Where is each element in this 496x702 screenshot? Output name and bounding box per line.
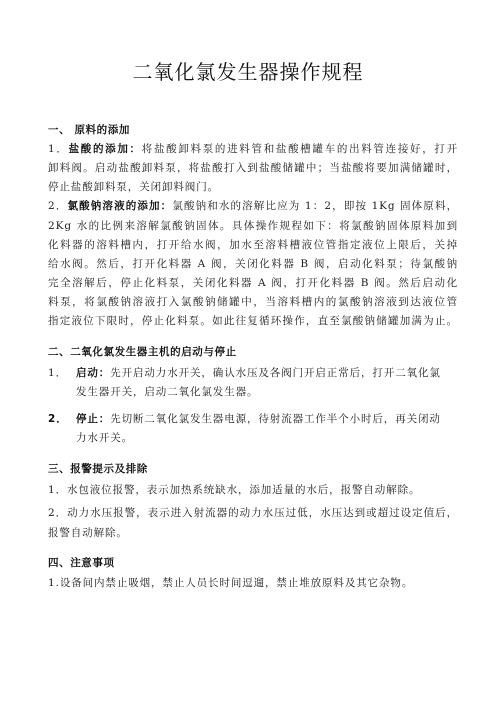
paragraph-line: 料泵，将氯酸钠溶液打入氯酸钠储罐中，当溶料槽内的氯酸钠溶液到达液位管: [48, 296, 458, 308]
item-lead: 启动：: [76, 367, 111, 379]
list-item: [48, 412, 458, 426]
paragraph-line: 1．水包液位报警，表示加热系统缺水，添加适量的水后，报警自动解除。: [48, 484, 421, 496]
section-heading-3: 三、报警提示及排除: [48, 463, 148, 475]
item-number: 2．: [48, 413, 68, 425]
list-item-continuation: 发生器开关，启动二氧化氯发生器。: [76, 386, 259, 398]
item-lead: 停止：: [76, 413, 111, 425]
document-title: 二氧化氯发生器操作规程: [132, 60, 364, 84]
item-number: 1．: [48, 143, 69, 155]
paragraph-line: 指定液位下限时，停止化料泵。如此往复循环操作，直至氯酸钠储罐加满为止。: [48, 315, 458, 327]
item-lead: 盐酸的添加：: [68, 143, 142, 155]
paragraph-line: 停止盐酸卸料泵，关闭卸料阀门。: [48, 181, 219, 193]
item-text: 氯酸钠和水的溶解比应为 1：2，即按 1Kg 固体原料，: [172, 200, 458, 212]
paragraph-line: 2Kg 水的比例来溶解氯酸钠固体。具体操作规程如下：将氯酸钠固体原料加到: [48, 220, 458, 232]
item-number: 2．: [48, 200, 68, 212]
item-text: 先开启动力水开关，确认水压及各阀门开启正常后，打开二氧化氯: [110, 367, 441, 379]
paragraph-line: 2．动力水压报警，表示进入射流器的动力水压过低，水压达到或超过设定值后，: [48, 507, 458, 519]
item-text: 将盐酸卸料泵的进料管和盐酸槽罐车的出料管连接好，打开: [141, 143, 458, 155]
paragraph-line: 报警自动解除。: [48, 527, 128, 539]
paragraph-line: 1.设备间内禁止吸烟，禁止人员长时间逗遛，禁止堆放原料及其它杂物。: [48, 577, 414, 589]
item-lead: 氯酸钠溶液的添加：: [67, 200, 173, 212]
section-heading-2: 二、二氧化氯发生器主机的启动与停止: [48, 346, 237, 358]
list-item-continuation: 力水开关。: [76, 432, 133, 444]
list-item: [48, 366, 458, 380]
paragraph-line: [48, 199, 458, 213]
section-heading-1: 一、 原料的添加: [48, 124, 130, 136]
section-heading-4: 四、注意事项: [48, 557, 115, 569]
paragraph-line: 化料器的溶料槽内，打开给水阀，加水至溶料槽液位管指定液位上限后，关掉: [48, 239, 458, 251]
paragraph-line: 完全溶解后，停止化料泵，关闭化料器 A 阀，打开化料器 B 阀。然后启动化: [48, 277, 458, 289]
paragraph-line: [48, 142, 458, 156]
paragraph-line: 给水阀。然后，打开化料器 A 阀，关闭化料器 B 阀，启动化料泵；待氯酸钠: [48, 258, 458, 270]
item-number: 1．: [48, 367, 67, 379]
item-text: 先切断二氧化氯发生器电源，待射流器工作半个小时后，再关闭动: [110, 413, 441, 425]
paragraph-line: 卸料阀。启动盐酸卸料泵，将盐酸打入到盐酸储罐中；当盐酸将要加满储罐时，: [48, 162, 458, 174]
